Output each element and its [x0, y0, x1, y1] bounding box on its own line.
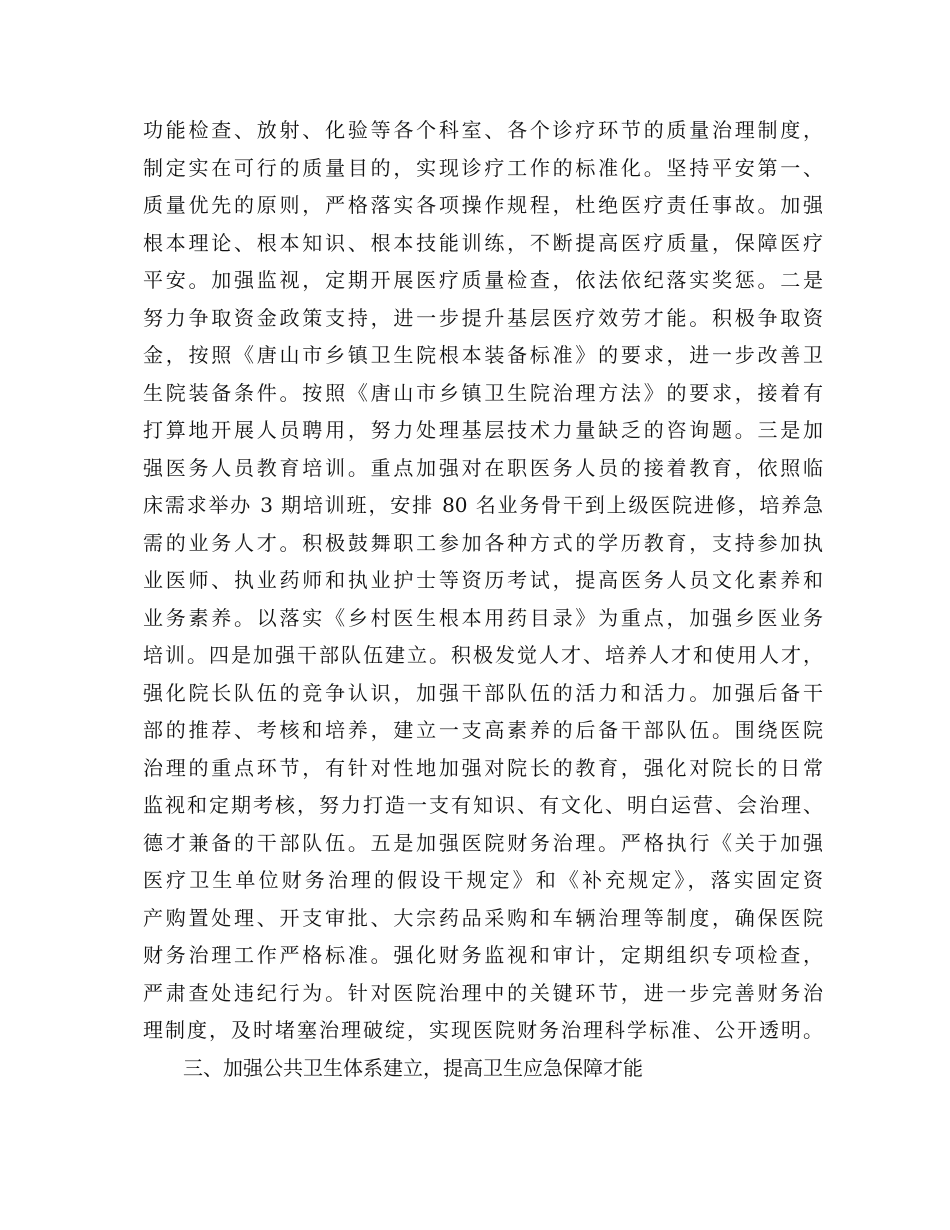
text-line: 强化院长队伍的竞争认识，加强干部队伍的活力和活力。加强后备干	[143, 680, 823, 705]
text-line: 德才兼备的干部队伍。五是加强医院财务治理。严格执行《关于加强	[143, 830, 823, 855]
text-line: 根本理论、根本知识、根本技能训练，不断提高医疗质量，保障医疗	[143, 230, 823, 255]
text-line: 努力争取资金政策支持，进一步提升基层医疗效劳才能。积极争取资	[143, 305, 823, 330]
text-line: 医疗卫生单位财务治理的假设干规定》和《补充规定》，落实固定资	[143, 868, 823, 892]
text-line: 理制度，及时堵塞治理破绽，实现医院财务治理科学标准、公开透明。	[143, 1018, 823, 1042]
text-line: 需的业务人才。积极鼓舞职工参加各种方式的学历教育，支持参加执	[143, 530, 823, 555]
text-line: 制定实在可行的质量目的，实现诊疗工作的标准化。坚持平安第一、	[143, 155, 823, 180]
text-line: 严肃查处违纪行为。针对医院治理中的关键环节，进一步完善财务治	[143, 980, 823, 1005]
text-line: 业务素养。以落实《乡村医生根本用药目录》为重点，加强乡医业务	[143, 605, 823, 630]
text-line: 产购置处理、开支审批、大宗药品采购和车辆治理等制度，确保医院	[143, 905, 823, 930]
text-line: 强医务人员教育培训。重点加强对在职医务人员的接着教育，依照临	[143, 455, 823, 480]
text-line: 床需求举办 3 期培训班，安排 80 名业务骨干到上级医院进修，培养急	[143, 493, 823, 517]
text-line: 功能检查、放射、化验等各个科室、各个诊疗环节的质量治理制度，	[143, 118, 823, 142]
section-heading: 三、加强公共卫生体系建立，提高卫生应急保障才能	[183, 1055, 643, 1080]
text-line: 部的推荐、考核和培养，建立一支高素养的后备干部队伍。围绕医院	[143, 718, 823, 742]
text-line: 培训。四是加强干部队伍建立。积极发觉人才、培养人才和使用人才，	[143, 643, 823, 667]
text-line: 业医师、执业药师和执业护士等资历考试，提高医务人员文化素养和	[143, 568, 823, 592]
text-line: 监视和定期考核，努力打造一支有知识、有文化、明白运营、会治理、	[143, 793, 823, 817]
text-line: 质量优先的原则，严格落实各项操作规程，杜绝医疗责任事故。加强	[143, 193, 823, 217]
body-text	[143, 112, 823, 1087]
text-line: 生院装备条件。按照《唐山市乡镇卫生院治理方法》的要求，接着有	[143, 380, 823, 405]
text-line: 金，按照《唐山市乡镇卫生院根本装备标准》的要求，进一步改善卫	[143, 343, 823, 367]
text-line: 财务治理工作严格标准。强化财务监视和审计，定期组织专项检查，	[143, 943, 823, 967]
text-line: 打算地开展人员聘用，努力处理基层技术力量缺乏的咨询题。三是加	[143, 418, 823, 442]
text-line: 治理的重点环节，有针对性地加强对院长的教育，强化对院长的日常	[143, 755, 823, 780]
text-line: 平安。加强监视，定期开展医疗质量检查，依法依纪落实奖惩。二是	[143, 268, 823, 292]
